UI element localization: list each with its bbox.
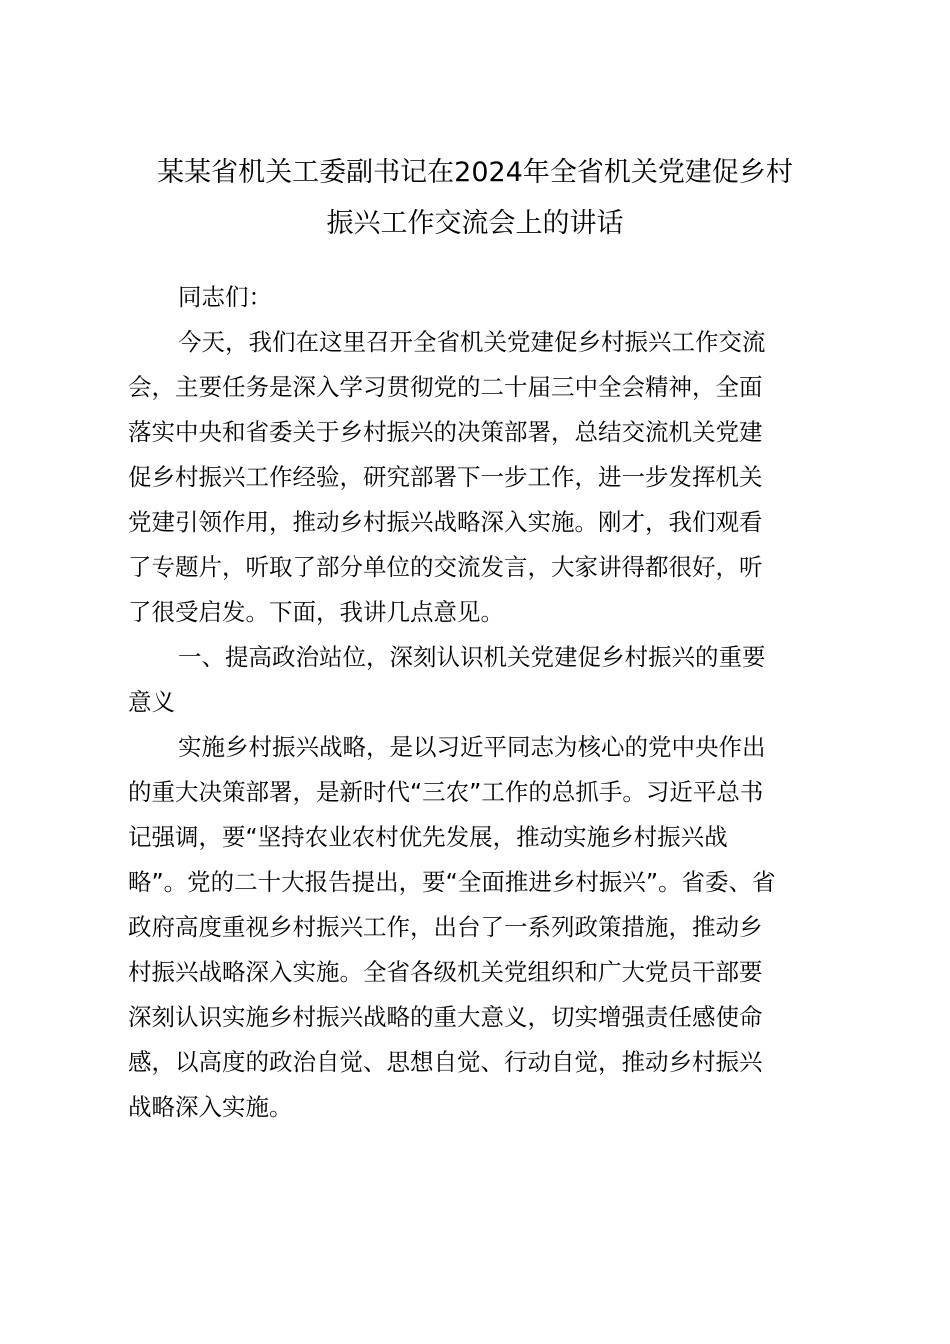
paragraph-2-line: 记强调，要“坚持农业农村优先发展，推动实施乡村振兴战 bbox=[128, 823, 728, 851]
paragraph-2-line: 感，以高度的政治自觉、思想自觉、行动自觉，推动乡村振兴 bbox=[128, 1048, 763, 1076]
document-title-line-2: 振兴工作交流会上的讲话 bbox=[326, 208, 624, 239]
paragraph-1-line: 促乡村振兴工作经验，研究部署下一步工作，进一步发挥机关 bbox=[128, 463, 763, 491]
document-title-line-1: 某某省机关工委副书记在2024年全省机关党建促乡村 bbox=[157, 157, 793, 188]
paragraph-1-line: 落实中央和省委关于乡村振兴的决策部署，总结交流机关党建 bbox=[128, 418, 763, 446]
paragraph-2-line: 战略深入实施。 bbox=[128, 1093, 293, 1121]
paragraph-2-line: 深刻认识实施乡村振兴战略的重大意义，切实增强责任感使命 bbox=[128, 1003, 763, 1031]
section-heading-1-line: 意义 bbox=[128, 688, 175, 716]
salutation: 同志们： bbox=[178, 283, 272, 311]
paragraph-1-line: 党建引领作用，推动乡村振兴战略深入实施。刚才，我们观看 bbox=[128, 508, 763, 536]
paragraph-1-line: 了专题片，听取了部分单位的交流发言，大家讲得都很好，听 bbox=[128, 553, 763, 581]
paragraph-1-line: 了很受启发。下面，我讲几点意见。 bbox=[128, 598, 504, 626]
paragraph-2-line: 的重大决策部署，是新时代“三农”工作的总抓手。习近平总书 bbox=[128, 778, 764, 806]
section-heading-1-line: 一、提高政治站位，深刻认识机关党建促乡村振兴的重要 bbox=[178, 643, 766, 671]
paragraph-1-line: 今天，我们在这里召开全省机关党建促乡村振兴工作交流 bbox=[178, 328, 766, 356]
paragraph-2-line: 实施乡村振兴战略，是以习近平同志为核心的党中央作出 bbox=[178, 733, 766, 761]
paragraph-1-line: 会，主要任务是深入学习贯彻党的二十届三中全会精神，全面 bbox=[128, 373, 763, 401]
paragraph-2-line: 略”。党的二十大报告提出，要“全面推进乡村振兴”。省委、省 bbox=[128, 868, 776, 896]
paragraph-2-line: 政府高度重视乡村振兴工作，出台了一系列政策措施，推动乡 bbox=[128, 913, 763, 941]
paragraph-2-line: 村振兴战略深入实施。全省各级机关党组织和广大党员干部要 bbox=[128, 958, 763, 986]
